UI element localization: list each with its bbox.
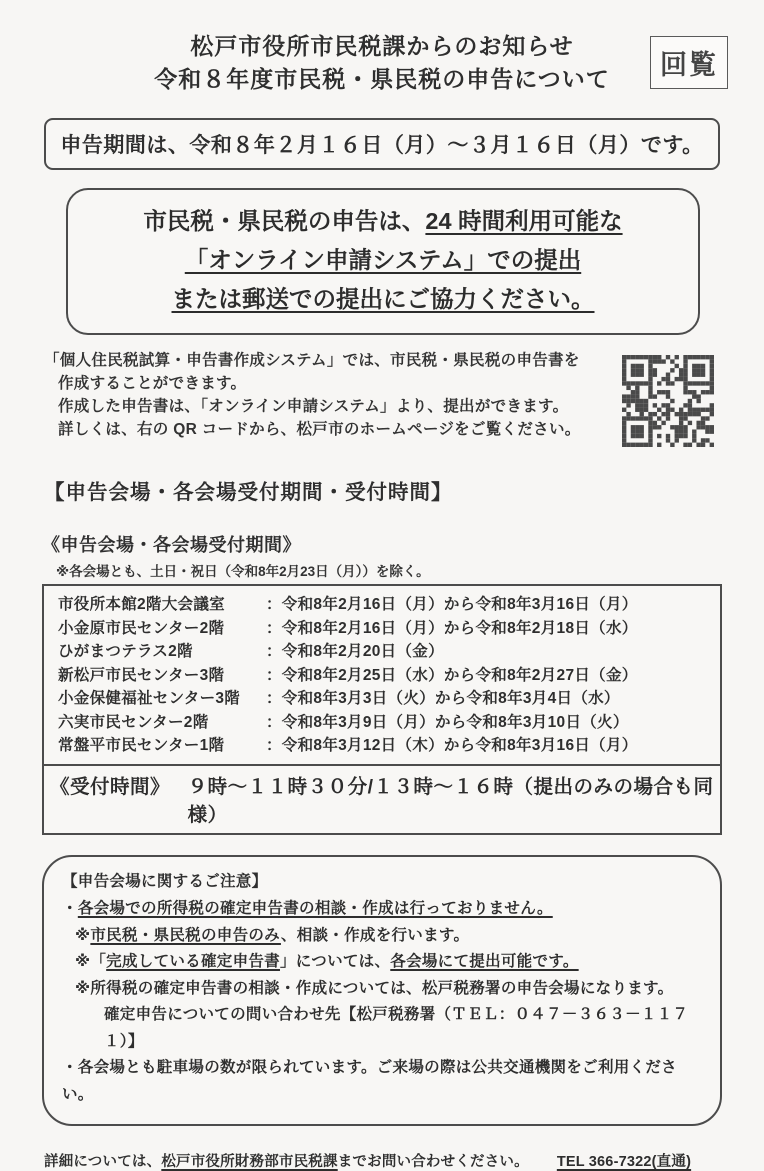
caution-line4: ※所得税の確定申告書の相談・作成については、松戸税務署の申告会場になります。	[75, 979, 674, 997]
caution-line3-prefix: ※「	[75, 953, 107, 970]
intro-paragraph	[44, 349, 581, 447]
bullet: ・	[62, 900, 78, 917]
intro-line3: 作成した申告書は、「オンライン申請システム」より、提出ができます。	[58, 398, 569, 415]
table-row	[58, 711, 710, 735]
kairan-circulation-badge: 回覧	[650, 36, 728, 89]
qr-code-icon	[622, 355, 714, 447]
venue-table	[42, 584, 722, 835]
footer-tel-underlined: TEL 366-7322(直通)	[556, 1154, 692, 1170]
caution-line5-tax-office-contact: 確定申告についての問い合わせ先【松戸税務署（ＴＥＬ：０４７－３６３－１１７１）】	[104, 1006, 689, 1050]
table-row	[58, 593, 710, 617]
caution-line6-parking: ・各会場とも駐車場の数が限られています。ご来場の際は公共交通機関をご利用ください。	[62, 1059, 677, 1103]
table-row	[58, 640, 710, 664]
footer-contact	[44, 1150, 722, 1171]
caution-box	[42, 855, 722, 1127]
highlight-line3	[78, 280, 688, 319]
highlight-line1	[78, 202, 688, 241]
page-title-line2: 令和８年度市民税・県民税の申告について	[154, 66, 610, 92]
venue-name: 小金保健福祉センター3階	[58, 690, 241, 707]
caution-line2	[62, 923, 704, 950]
venue-section-heading: 【申告会場・各会場受付期間・受付時間】	[44, 481, 453, 504]
caution-line2-underlined: 市民税・県民税の申告のみ	[90, 926, 281, 944]
caution-line2-prefix: ※	[75, 926, 91, 944]
footer-department-underlined: 松戸市役所財務部市民税課	[161, 1154, 338, 1170]
table-row	[58, 734, 710, 758]
venue-dates: ：令和8年2月16日（月）から令和8年3月16日（月）	[266, 596, 638, 613]
caution-line3-underlined1: 完成している確定申告書	[106, 953, 280, 970]
venue-name: ひがまつテラス2階	[58, 643, 193, 660]
table-row	[58, 617, 710, 641]
highlight-line1-prefix: 市民税・県民税の申告は、	[143, 208, 426, 234]
venue-name: 小金原市民センター2階	[58, 619, 225, 637]
caution-line2-suffix: 、相談・作成を行います。	[280, 926, 470, 944]
venue-dates: ：令和8年3月9日（月）から令和8年3月10日（火）	[266, 713, 629, 731]
venue-dates: ：令和8年2月25日（水）から令和8年2月27日（金）	[266, 666, 638, 684]
footer-prefix: 詳細については、	[44, 1154, 162, 1170]
highlight-line1-underlined: 24 時間利用可能な	[425, 208, 623, 234]
intro-line1: 「個人住民税試算・申告書作成システム」では、市民税・県民税の申告書を	[44, 352, 580, 369]
page-title-line1: 松戸市役所市民税課からのお知らせ	[190, 33, 574, 59]
venue-rows	[44, 586, 720, 764]
highlight-line3-underlined: または郵送での提出にご協力ください。	[171, 286, 595, 312]
highlight-line2	[78, 241, 688, 280]
venue-name: 六実市民センター2階	[58, 713, 209, 731]
venue-dates: ：令和8年2月20日（金）	[266, 643, 444, 660]
filing-period-box: 申告期間は、令和８年２月１６日（月）～３月１６日（月）です。	[44, 118, 720, 170]
online-submission-highlight-box	[66, 188, 700, 335]
venue-subheading: 《申告会場・各会場受付期間》	[42, 535, 301, 555]
venue-dates: ：令和8年3月12日（木）から令和8年3月16日（月）	[266, 737, 638, 754]
intro-line2: 作成することができます。	[58, 375, 247, 392]
venue-dates: ：令和8年2月16日（月）から令和8年2月18日（水）	[266, 619, 638, 637]
document-header	[42, 30, 722, 96]
reception-time-label: 《受付時間》	[50, 775, 171, 798]
caution-line3-mid: 」については、	[279, 953, 391, 970]
venue-name: 新松戸市民センター3階	[58, 666, 225, 684]
caution-line1	[62, 896, 704, 923]
venue-holiday-note: ※各会場とも、土日・祝日（令和8年2月23日（月））を除く。	[56, 564, 430, 579]
venue-name: 市役所本館2階大会議室	[58, 596, 225, 613]
reception-time-value: ９時～１１時３０分/１３時～１６時（提出のみの場合も同様）	[187, 775, 714, 826]
caution-line1-underlined: 各会場での所得税の確定申告書の相談・作成は行っておりません。	[77, 900, 553, 917]
caution-title: 【申告会場に関するご注意】	[62, 872, 268, 890]
caution-line3	[62, 949, 704, 976]
intro-line4: 詳しくは、右の QR コードから、松戸市のホームページをご覧ください。	[58, 421, 581, 438]
venue-name: 常盤平市民センター1階	[58, 737, 225, 754]
table-row	[58, 687, 710, 711]
venue-dates: ：令和8年3月3日（火）から令和8年3月4日（水）	[266, 690, 620, 707]
reception-time-row	[44, 764, 720, 833]
footer-middle: までお問い合わせください。	[337, 1154, 529, 1170]
intro-section	[44, 349, 722, 447]
highlight-line2-underlined: 「オンライン申請システム」での提出	[184, 247, 582, 273]
caution-line3-underlined2: 各会場にて提出可能です。	[390, 953, 579, 970]
table-row	[58, 664, 710, 688]
